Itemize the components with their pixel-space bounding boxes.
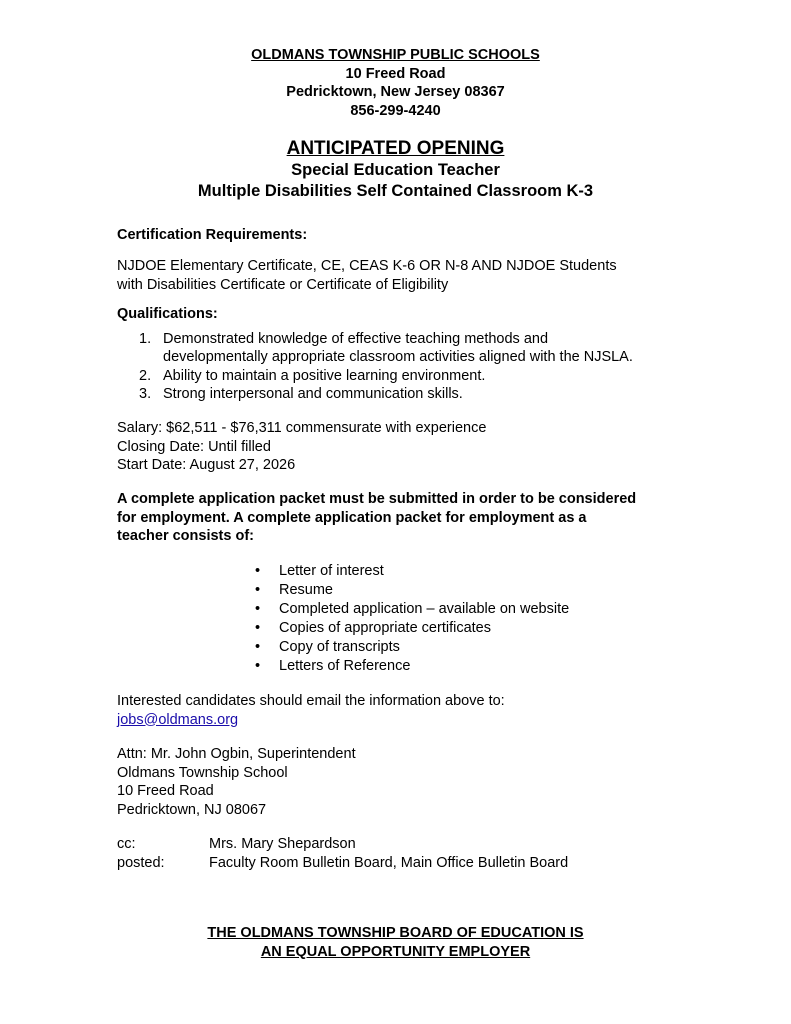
certification-line-2: with Disabilities Certificate or Certificate of Eligibility xyxy=(117,276,449,293)
posting-title-main: ANTICIPATED OPENING xyxy=(286,138,505,159)
eeo-line-2: AN EQUAL OPPORTUNITY EMPLOYER xyxy=(260,943,531,960)
packet-item xyxy=(255,600,569,619)
packet-item xyxy=(255,619,569,638)
qualification-item xyxy=(117,367,677,386)
qualifications-section xyxy=(117,305,677,404)
district-city: Pedricktown, New Jersey 08367 xyxy=(286,84,505,100)
packet-item xyxy=(255,657,569,676)
district-phone: 856-299-4240 xyxy=(350,102,441,119)
district-header xyxy=(0,46,791,120)
email-link[interactable]: jobs@oldmans.org xyxy=(117,711,239,728)
eeo-line-1: THE OLDMANS TOWNSHIP BOARD OF EDUCATION IS xyxy=(207,925,584,941)
packet-item-text: Letters of Reference xyxy=(279,658,411,674)
qualification-text: Demonstrated knowledge of effective teaching methods and xyxy=(163,330,549,347)
qualifications-heading: Qualifications: xyxy=(117,306,218,322)
qualification-item xyxy=(117,330,677,367)
district-street: 10 Freed Road xyxy=(345,65,446,82)
packet-item-text: Letter of interest xyxy=(279,563,384,579)
packet-intro xyxy=(117,490,675,546)
closing-date-text: Closing Date: Until filled xyxy=(117,438,271,455)
posted-value: Faculty Room Bulletin Board, Main Office Bulletin Board xyxy=(209,854,569,871)
contact-instruction: Interested candidates should email the information above to: xyxy=(117,693,505,709)
packet-list xyxy=(255,562,569,676)
school-line: Oldmans Township School xyxy=(117,764,288,781)
posting-title xyxy=(0,137,791,202)
cc-row xyxy=(117,835,677,854)
packet-intro-line-3: teacher consists of: xyxy=(117,528,254,544)
posted-label: posted: xyxy=(117,854,165,871)
packet-item-text: Copies of appropriate certificates xyxy=(279,620,491,636)
bullet-icon: • xyxy=(255,658,261,674)
district-name: OLDMANS TOWNSHIP PUBLIC SCHOOLS xyxy=(251,47,540,63)
contact-section xyxy=(117,692,677,729)
packet-item xyxy=(255,562,569,581)
certification-heading: Certification Requirements: xyxy=(117,227,308,243)
qualification-text: Ability to maintain a positive learning environment. xyxy=(163,367,486,384)
certification-section xyxy=(117,226,677,245)
packet-item-text: Copy of transcripts xyxy=(279,639,400,655)
bullet-icon: • xyxy=(255,563,261,579)
qualification-item xyxy=(117,385,677,404)
position-details xyxy=(117,419,677,475)
bullet-icon: • xyxy=(255,620,261,636)
classroom-title: Multiple Disabilities Self Contained Classroom K-3 xyxy=(197,182,594,200)
certification-text xyxy=(117,257,677,294)
packet-item xyxy=(255,581,569,600)
qualification-number: 3. xyxy=(139,386,152,402)
packet-intro-line-1: A complete application packet must be submitted in order to be considered xyxy=(117,491,637,507)
packet-item-text: Completed application – available on website xyxy=(279,601,570,617)
qualification-text-cont: developmentally appropriate classroom activities aligned with the NJSLA. xyxy=(163,349,633,365)
cc-value: Mrs. Mary Shepardson xyxy=(209,836,356,852)
start-date-text: Start Date: August 27, 2026 xyxy=(117,457,296,473)
packet-item xyxy=(255,638,569,657)
eeo-statement xyxy=(0,924,791,961)
attn-line: Attn: Mr. John Ogbin, Superintendent xyxy=(117,746,356,762)
posted-row xyxy=(117,854,677,873)
distribution-section xyxy=(117,835,677,872)
qualifications-list xyxy=(117,330,677,404)
qualification-number: 2. xyxy=(139,367,152,384)
position-title: Special Education Teacher xyxy=(291,161,500,179)
qualification-text: Strong interpersonal and communication skills. xyxy=(163,386,463,402)
street-line: 10 Freed Road xyxy=(117,783,214,799)
city-line: Pedricktown, NJ 08067 xyxy=(117,801,267,818)
certification-line-1: NJDOE Elementary Certificate, CE, CEAS K-6 OR N-8 AND NJDOE Students xyxy=(117,258,617,274)
bullet-icon: • xyxy=(255,582,261,598)
packet-intro-line-2: for employment. A complete application packet for employment as a xyxy=(117,509,587,526)
mailing-address xyxy=(117,745,677,819)
qualification-number: 1. xyxy=(139,330,152,347)
cc-label: cc: xyxy=(117,836,136,852)
bullet-icon: • xyxy=(255,601,261,617)
packet-item-text: Resume xyxy=(279,582,333,598)
salary-text: Salary: $62,511 - $76,311 commensurate with experience xyxy=(117,420,487,436)
bullet-icon: • xyxy=(255,639,261,655)
